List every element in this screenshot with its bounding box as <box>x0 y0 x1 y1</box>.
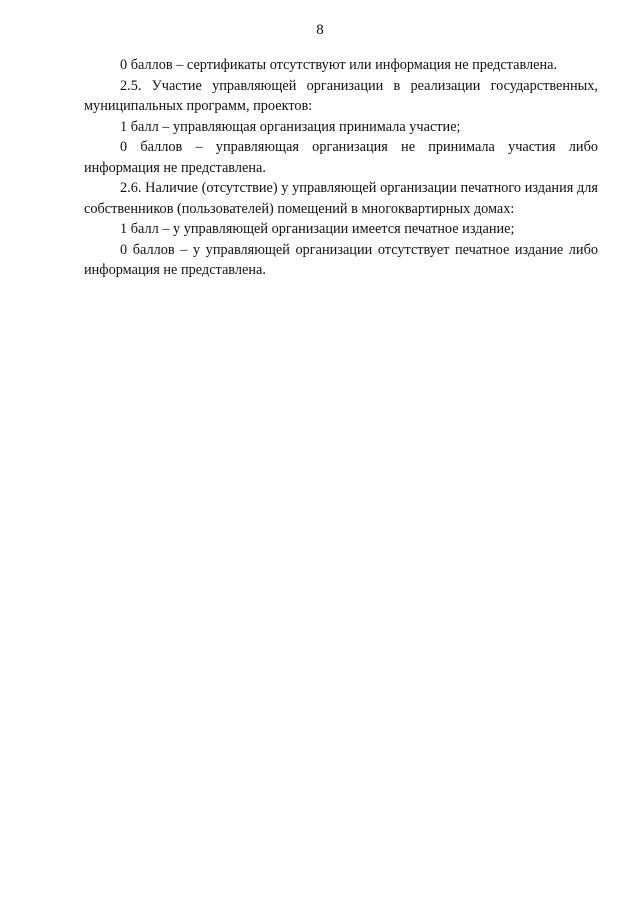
paragraph-section-2-5-0-points: 0 баллов – управляющая организация не принимала участия либо информация не представлена. <box>84 139 598 176</box>
paragraph-section-2-5-heading: 2.5. Участие управляющей организации в реализации государственных, муниципальных программ, проектов: <box>84 77 598 114</box>
paragraph-criteria-0-points-certificates: 0 баллов – сертификаты отсутствуют или информация не представлена. <box>120 57 558 73</box>
page-number: 8 <box>316 22 324 38</box>
document-body <box>84 55 598 281</box>
paragraph-section-2-6-heading: 2.6. Наличие (отсутствие) у управляющей организации печатного издания для собственников (пользователей) помещений в многоквартирных домах: <box>84 180 598 217</box>
paragraph-section-2-5-1-point: 1 балл – управляющая организация принимала участие; <box>120 118 461 135</box>
paragraph-section-2-6-0-points: 0 баллов – у управляющей организации отсутствует печатное издание либо информация не представлена. <box>84 241 598 278</box>
paragraph-section-2-6-1-point: 1 балл – у управляющей организации имеется печатное издание; <box>120 221 515 237</box>
